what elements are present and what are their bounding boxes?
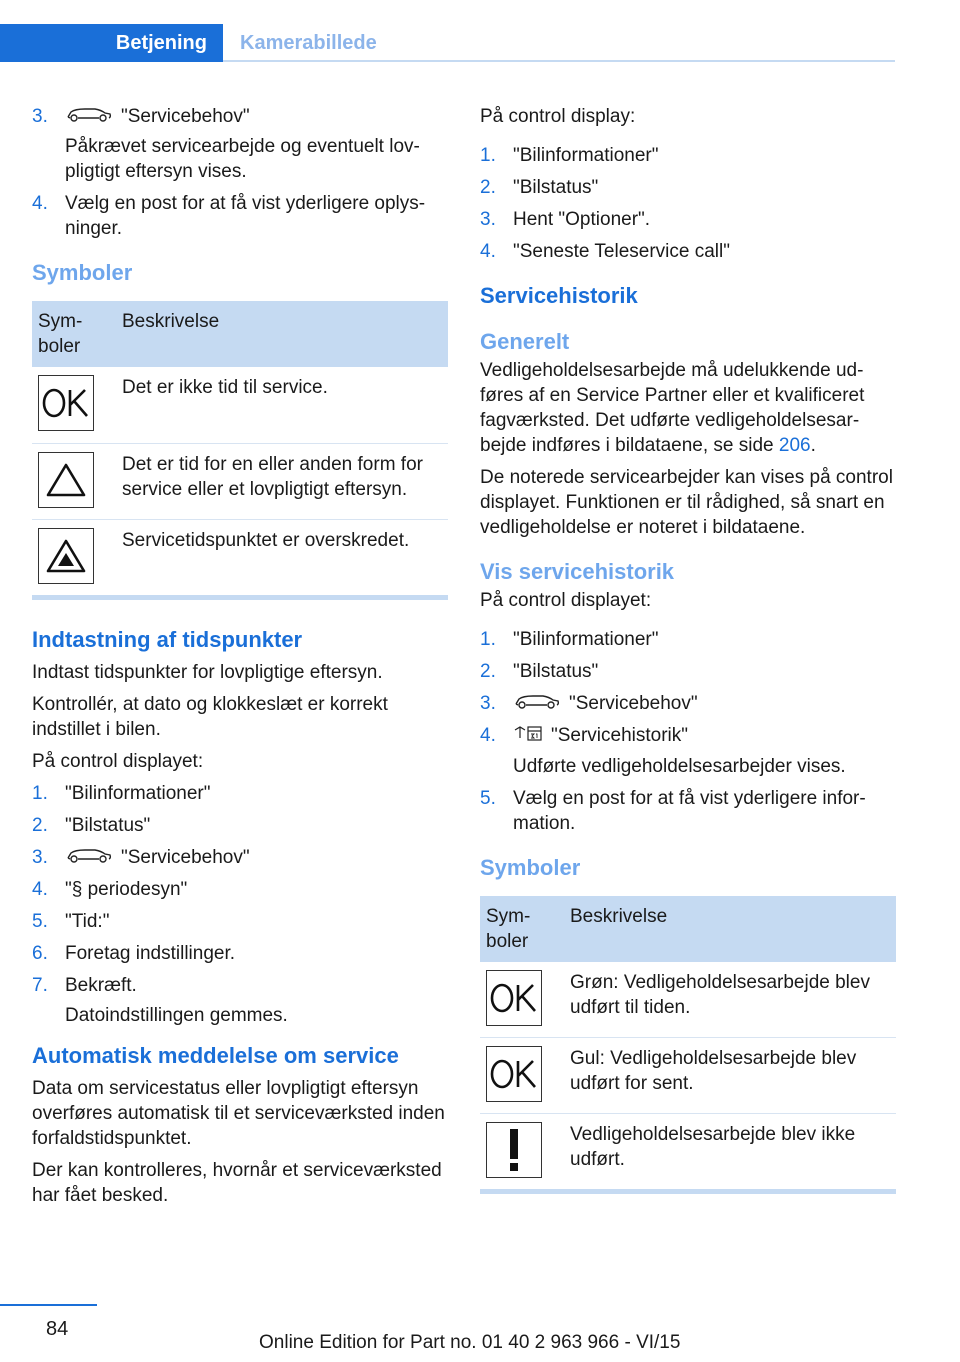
paragraph: Data om servicestatus eller lovpligtigt eftersyn overføres automatisk til et serviceværksted inden forfaldstidspunktet. bbox=[32, 1078, 445, 1150]
step-number: 3. bbox=[480, 693, 496, 714]
paragraph: På control displayet: bbox=[32, 750, 204, 772]
car-service-icon bbox=[65, 104, 113, 129]
paragraph: Indtast tidspunkter for lovpligtige eftersyn. bbox=[32, 661, 383, 683]
step-number: 2. bbox=[480, 661, 496, 682]
steps-list-servicebehov bbox=[32, 104, 448, 241]
step-number: 1. bbox=[480, 145, 496, 166]
symbols-table bbox=[480, 896, 896, 1195]
table-row bbox=[32, 367, 448, 443]
list-item bbox=[480, 143, 896, 168]
step-text: "Servicebehov" bbox=[569, 693, 698, 714]
list-item bbox=[480, 786, 896, 836]
row-description: Grøn: Vedligeholdelsesarbejde blev udført til tiden. bbox=[564, 962, 896, 1038]
step-number: 7. bbox=[32, 975, 48, 997]
step-number: 4. bbox=[480, 725, 496, 747]
step-number: 5. bbox=[480, 787, 496, 809]
list-item bbox=[32, 941, 448, 966]
list-item bbox=[32, 877, 448, 902]
list-item bbox=[32, 813, 448, 838]
step-text: Foretag indstillinger. bbox=[65, 943, 236, 965]
steps-list-teleservice bbox=[480, 143, 896, 264]
step-number: 3. bbox=[32, 106, 48, 127]
table-row bbox=[32, 443, 448, 519]
step-text: "Bilstatus" bbox=[513, 661, 599, 682]
step-text: Vælg en post for at få vist yderligere information. bbox=[513, 787, 866, 834]
step-text: "Bilstatus" bbox=[65, 814, 151, 836]
list-item bbox=[480, 239, 896, 264]
step-text: Hent "Optioner". bbox=[513, 209, 651, 230]
step-text: "Bilstatus" bbox=[513, 177, 599, 198]
calendar-icon bbox=[513, 724, 543, 749]
step-text: "Bilinformationer" bbox=[65, 782, 211, 804]
step-text: "Servicebehov" bbox=[121, 106, 250, 127]
subheading-vis-servicehistorik: Vis servicehistorik bbox=[480, 559, 675, 584]
section-heading-servicehistorik: Servicehistorik bbox=[480, 283, 638, 308]
step-number: 4. bbox=[32, 879, 48, 901]
step-subtext: Udførte vedligeholdelsesarbejder vises. bbox=[513, 755, 846, 777]
ok-icon bbox=[486, 970, 542, 1026]
step-number: 5. bbox=[32, 911, 48, 933]
symbols-heading: Symboler bbox=[480, 854, 581, 880]
chapter-header bbox=[0, 24, 895, 62]
step-text: "Bilinformationer" bbox=[513, 145, 659, 166]
list-item bbox=[480, 659, 896, 684]
step-text: "Bilinformationer" bbox=[513, 629, 659, 650]
exclamation-icon bbox=[486, 1122, 542, 1178]
ok-icon bbox=[486, 1046, 542, 1102]
car-service-icon bbox=[65, 845, 113, 870]
tab-kamerabillede[interactable]: Kamerabillede bbox=[240, 31, 377, 54]
table-header-description: Beskrivelse bbox=[564, 896, 896, 962]
step-number: 3. bbox=[32, 846, 48, 868]
symbols-table bbox=[32, 301, 448, 600]
paragraph: De noterede servicearbejder kan vises på control displayet. Funktionen er til rådighed, så snart en vedligeholdelse er noteret i bildataene. bbox=[480, 467, 893, 538]
step-text: "Servicehistorik" bbox=[551, 725, 689, 747]
steps-list-tidspunkter bbox=[32, 781, 448, 1028]
row-description: Gul: Vedligeholdelsesarbejde blev udført for sent. bbox=[564, 1038, 896, 1114]
page-number: 84 bbox=[46, 1318, 69, 1340]
step-number: 3. bbox=[480, 209, 496, 230]
row-description: Det er ikke tid til service. bbox=[116, 367, 448, 443]
table-header-symbols: Symboler bbox=[480, 896, 564, 962]
list-item bbox=[480, 627, 896, 652]
step-number: 1. bbox=[480, 629, 496, 650]
page-reference-link[interactable]: 206 bbox=[778, 435, 811, 456]
list-item bbox=[32, 191, 448, 241]
section-heading-indtastning: Indtastning af tidspunkter bbox=[32, 626, 303, 652]
edition-text: Online Edition for Part no. 01 40 2 963 966 - VI/15 bbox=[259, 1332, 681, 1353]
step-subtext: Påkrævet servicearbejde og eventuelt lovpligtigt eftersyn vises. bbox=[65, 136, 420, 183]
step-number: 4. bbox=[32, 193, 48, 215]
paragraph-text: . bbox=[810, 435, 816, 456]
step-text: Vælg en post for at få vist yderligere oplysninger. bbox=[65, 193, 426, 240]
ok-icon bbox=[38, 375, 94, 431]
list-item bbox=[32, 973, 448, 1028]
list-item bbox=[480, 691, 896, 716]
left-column bbox=[32, 104, 448, 1215]
symbols-heading: Symboler bbox=[32, 260, 133, 286]
triangle-warning-icon bbox=[38, 528, 94, 584]
step-number: 2. bbox=[480, 177, 496, 198]
footer-rule bbox=[0, 1304, 97, 1306]
list-item bbox=[32, 104, 448, 184]
table-row bbox=[480, 1038, 896, 1114]
list-item bbox=[32, 781, 448, 806]
step-number: 4. bbox=[480, 241, 496, 262]
subheading-generelt: Generelt bbox=[480, 329, 570, 354]
paragraph: På control displayet: bbox=[480, 590, 652, 611]
row-description: Det er tid for en eller anden form for service eller et lovpligtigt eftersyn. bbox=[116, 443, 448, 519]
list-item bbox=[480, 723, 896, 778]
step-subtext: Datoindstillingen gemmes. bbox=[65, 1005, 288, 1027]
triangle-outline-icon bbox=[38, 452, 94, 508]
right-column bbox=[480, 104, 896, 1194]
step-number: 6. bbox=[32, 943, 48, 965]
row-description: Servicetidspunktet er overskredet. bbox=[116, 519, 448, 597]
paragraph: Der kan kontrolleres, hvornår et serviceværksted har fået besked. bbox=[32, 1160, 442, 1207]
paragraph-text: Vedligeholdelsesarbejde må udelukkende udføres af en Service Partner eller et kvalificeret fagværksted. Det udførte vedligeholdelsesarbejde indføres i bildataene, se side bbox=[480, 360, 865, 456]
list-item bbox=[32, 845, 448, 870]
step-text: Bekræft. bbox=[65, 975, 137, 997]
table-row bbox=[480, 1114, 896, 1192]
step-text: "Tid:" bbox=[65, 911, 110, 933]
paragraph bbox=[480, 358, 896, 458]
paragraph: Kontrollér, at dato og klokkeslæt er korrekt indstillet i bilen. bbox=[32, 693, 388, 740]
tab-betjening[interactable]: Betjening bbox=[0, 24, 223, 62]
step-number: 2. bbox=[32, 814, 48, 836]
step-text: "Servicebehov" bbox=[121, 846, 250, 868]
table-row bbox=[32, 519, 448, 597]
table-row bbox=[480, 962, 896, 1038]
paragraph: På control display: bbox=[480, 106, 636, 127]
step-number: 1. bbox=[32, 782, 48, 804]
row-description: Vedligeholdelsesarbejde blev ikke udført. bbox=[564, 1114, 896, 1192]
section-heading-automatisk: Automatisk meddelelse om service bbox=[32, 1043, 399, 1069]
list-item bbox=[480, 207, 896, 232]
list-item bbox=[32, 909, 448, 934]
table-header-description: Beskrivelse bbox=[116, 301, 448, 367]
table-header-symbols: Symboler bbox=[32, 301, 116, 367]
list-item bbox=[480, 175, 896, 200]
step-text: "§ periodesyn" bbox=[65, 879, 188, 901]
car-service-icon bbox=[513, 691, 561, 716]
steps-list-servicehistorik bbox=[480, 627, 896, 836]
step-text: "Seneste Teleservice call" bbox=[513, 241, 730, 262]
